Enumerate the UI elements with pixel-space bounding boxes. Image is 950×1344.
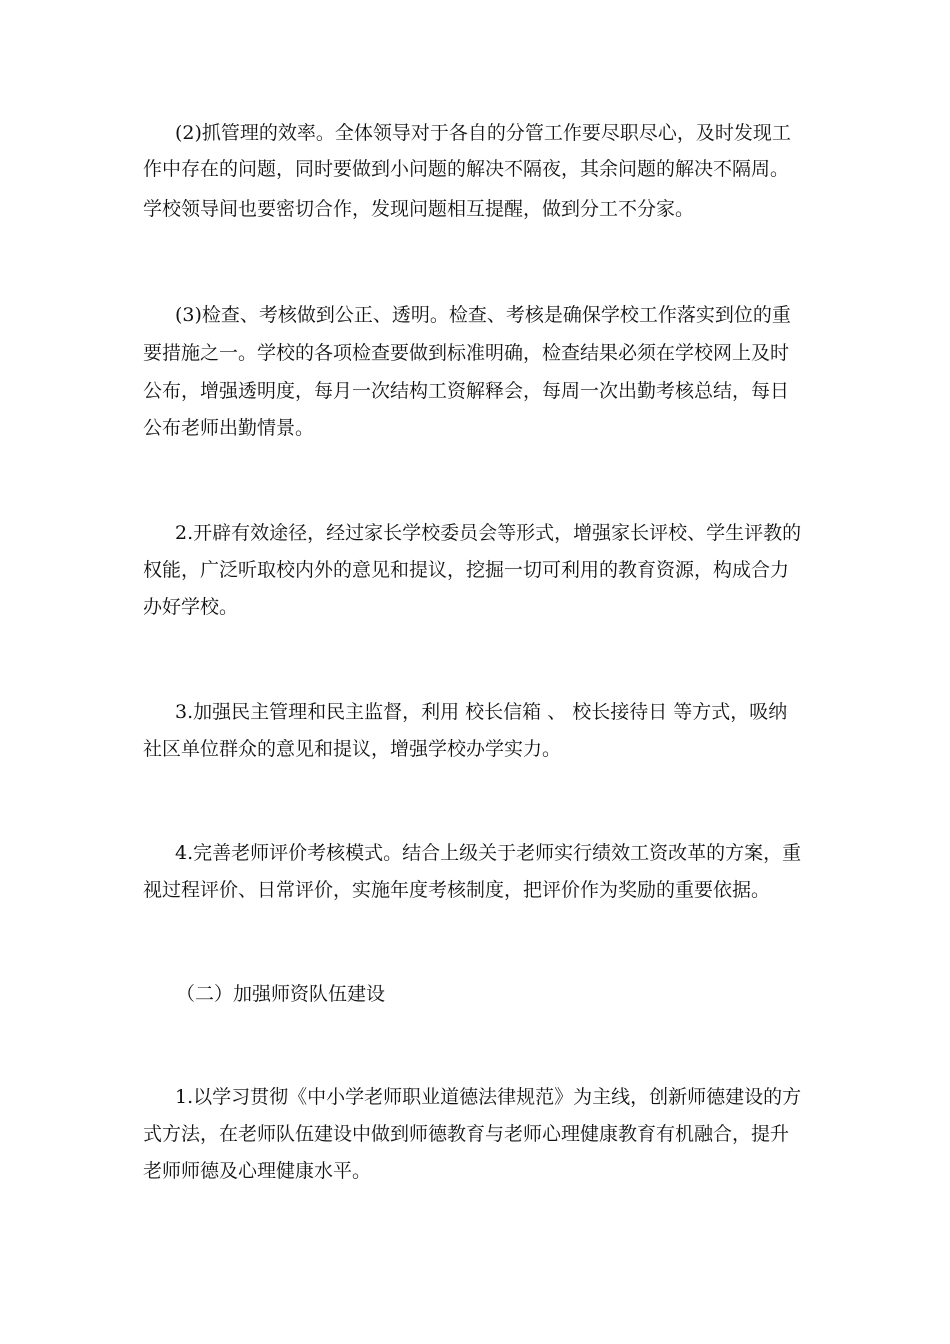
text-line: 学校领导间也要密切合作，发现问题相互提醒，做到分工不分家。 <box>143 198 695 220</box>
text-line: 社区单位群众的意见和提议，增强学校办学实力。 <box>143 738 562 760</box>
section-heading: （二）加强师资队伍建设 <box>176 983 386 1005</box>
text-line: 4.完善老师评价考核模式。结合上级关于老师实行绩效工资改革的方案，重 <box>175 842 802 864</box>
text-line: 式方法，在老师队伍建设中做到师德教育与老师心理健康教育有机融合，提升 <box>143 1123 790 1145</box>
text-line: 视过程评价、日常评价，实施年度考核制度，把评价作为奖励的重要依据。 <box>143 879 771 901</box>
text-line: 1.以学习贯彻《中小学老师职业道德法律规范》为主线，创新师德建设的方 <box>175 1086 802 1108</box>
text-line: 3.加强民主管理和民主监督，利用 校长信箱 、 校长接待日 等方式，吸纳 <box>175 701 788 723</box>
text-line: 公布老师出勤情景。 <box>143 417 315 439</box>
text-line: 老师师德及心理健康水平。 <box>143 1160 372 1182</box>
text-line: 要措施之一。学校的各项检查要做到标准明确，检查结果必须在学校网上及时 <box>143 342 790 364</box>
text-line: (3)检查、考核做到公正、透明。检查、考核是确保学校工作落实到位的重 <box>175 304 791 326</box>
text-line: 办好学校。 <box>143 596 239 618</box>
text-line: 作中存在的问题，同时要做到小问题的解决不隔夜，其余问题的解决不隔周。 <box>143 158 790 180</box>
text-line: 权能，广泛听取校内外的意见和提议，挖掘一切可利用的教育资源，构成合力 <box>143 559 790 581</box>
text-line: (2)抓管理的效率。全体领导对于各自的分管工作要尽职尽心，及时发现工 <box>175 122 791 144</box>
text-line: 2.开辟有效途径，经过家长学校委员会等形式，增强家长评校、学生评教的 <box>175 522 802 544</box>
text-line: 公布，增强透明度，每月一次结构工资解释会，每周一次出勤考核总结，每日 <box>143 380 790 402</box>
